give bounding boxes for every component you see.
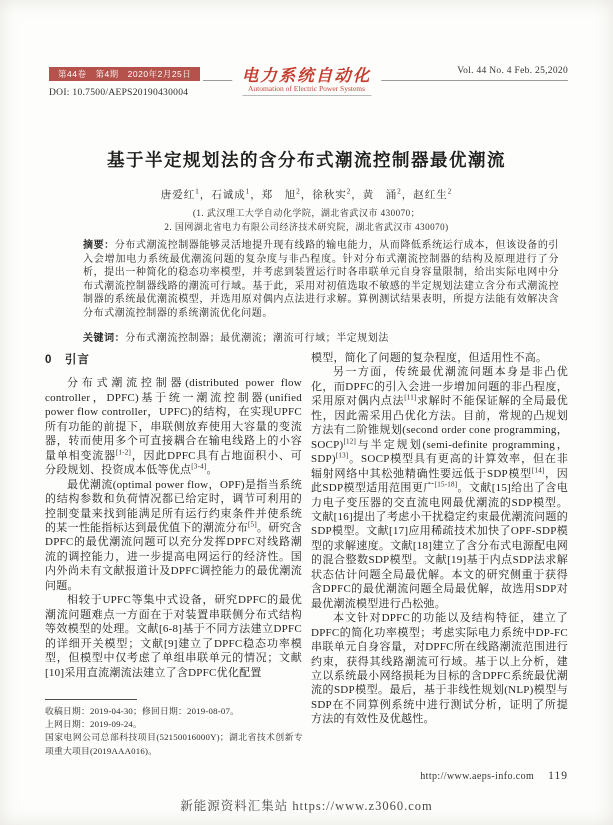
keywords-label: 关键词： bbox=[83, 333, 126, 344]
footnote-online-date: 上网日期：2019-09-24。 bbox=[45, 719, 143, 730]
keywords-text: 分布式潮流控制器；最优潮流；潮流可行域；半定规划法 bbox=[125, 333, 389, 344]
footnote-funding: 国家电网公司总部科技项目(52150016000Y)；湖北省技术创新专项重大项目(2019AAA016)。 bbox=[45, 732, 303, 756]
keywords bbox=[83, 329, 559, 344]
paragraph: 另一方面，传统最优潮流问题本身是非凸优化，而DPFC的引入会进一步增加问题的非凸程度，采用原对偶内点法[11]求解时不能保证解的全局最优性，因此需采用凸优化方法。目前，常规的凸规划方法有二阶锥规划(second order cone programming，SOCP)[12]与半定规划(semi-definite programming，SDP)[13]。SOCP模型具有更高的计算效率，但在非辐射网络中其松弛精确性要远低于SDP模型[14]，因此SDP模型适用范围更广[15-18]。文献[15]给出了含电力电子变压器的交直流电网最优潮流的SDP模型。文献[16]提出了考虑小干扰稳定约束最优潮流问题的SDP模型。文献[17]应用稀疏技术加快了OPF-SDP模型的求解速度。文献[18]建立了含分布式电源配电网的混合整数SDP模型。文献[19]基于内点SDP法求解状态估计问题全局最优解。本文的研究侧重于获得含DPFC的最优潮流问题全局最优解，故选用SDP对最优潮流模型进行凸松弛。 bbox=[311, 366, 568, 610]
doi-text: DOI: 10.7500/AEPS20190430004 bbox=[49, 88, 189, 98]
page-footer bbox=[420, 770, 568, 782]
author-name: 石诚成$^1$ bbox=[211, 187, 251, 201]
body-column-right bbox=[311, 351, 568, 769]
abstract-text: 分布式潮流控制器能够灵活地提升现有线路的输电能力，从而降低系统运行成本，但该设备的引入会增加电力系统最优潮流问题的复杂度与非凸程度。针对分布式潮流控制器的结构及原理进行了分析，提出一种简化的稳态功率模型，并考虑到装置运行时各串联单元自身容量限制，给出实际电网中分布式潮流控制器线路的潮流可行域。基于此，采用对初值选取不敏感的半定规划法建立含分布式潮流控制器的系统最优潮流模型，并选用原对偶内点法进行求解。算例测试结果表明，所提方法能有效解决含分布式潮流控制器的系统潮流优化问题。 bbox=[83, 240, 559, 319]
paragraph: 本文针对DPFC的功能以及结构特征，建立了DPFC的简化功率模型；考虑实际电力系统中DP-FC串联单元自身容量，对DPFC所在线路潮流范围进行约束，获得其线路潮流可行域。基于以上分析，建立以系统最小网络损耗为目标的含DPFC系统最优潮流的SDP模型。最后，基于非线性规划(NLP)模型与SDP在不同算例系统中进行测试分析，证明了所提方法的有效性及优越性。 bbox=[311, 612, 568, 726]
author-name: 黄 涌$^2$ bbox=[362, 187, 402, 201]
footnote-rule bbox=[45, 699, 137, 700]
paragraph: 最优潮流(optimal power flow，OPF)是指当系统的结构参数和负荷情况都已给定时，调节可利用的控制变量来找到能满足所有运行约束条件并使系统的某一性能指标达到最优值下的潮流分布[5]。研究含DPFC的最优潮流问题可以充分发挥DPFC对线路潮流的调控能力，进一步提高电网运行的经济性。国内外尚未有文献报道计及DPFC调控能力的最优潮流问题。 bbox=[45, 478, 302, 592]
watermark-text: 新能源资料汇集站 https://www.z3060.com bbox=[180, 799, 433, 813]
journal-logo: 电力系统自动化 bbox=[232, 62, 382, 86]
journal-url: http://www.aeps-info.com bbox=[420, 771, 535, 782]
abstract-label: 摘要： bbox=[83, 240, 115, 251]
author-name: 唐爱红$^1$ bbox=[160, 187, 200, 201]
author-separator: ， bbox=[351, 190, 363, 201]
abstract bbox=[83, 239, 559, 321]
footnote-received-date: 收稿日期：2019-04-30；修回日期：2019-08-07。 bbox=[45, 706, 240, 716]
affiliation-line-2: 2. 国网湖北省电力有限公司经济技术研究院，湖北省武汉市 430070) bbox=[164, 222, 449, 232]
footnote-block bbox=[45, 699, 303, 758]
paragraph: 分布式潮流控制器(distributed power flow controller，DPFC)基于统一潮流控制器(unified power flow controller，UPFC)的结构，在实现UPFC所有功能的前提下，串联侧放弃使用大容量的变流器，转而使用多个可直接耦合在输电线路上的小容量单相变流器[1-2]，因此DPFC具有占地面积小、可分段规划、投资成本低等优点[3-4]。 bbox=[45, 377, 302, 477]
volume-info: Vol. 44 No. 4 Feb. 25,2020 bbox=[457, 66, 568, 76]
issue-date-badge: 第44卷 第4期 2020年2月25日 bbox=[49, 67, 200, 81]
affiliation-line-1: (1. 武汉理工大学自动化学院，湖北省武汉市 430070； bbox=[192, 208, 421, 218]
paragraph: 模型，简化了问题的复杂程度，但适用性不高。 bbox=[311, 352, 548, 364]
author-separator: ， bbox=[199, 190, 212, 201]
section-heading-intro: 0 引言 bbox=[45, 354, 90, 366]
journal-name-english: Automation of Electric Power Systems bbox=[242, 84, 371, 96]
author-separator: ， bbox=[300, 190, 313, 201]
body-column-left bbox=[45, 351, 302, 698]
paper-title: 基于半定规划法的含分布式潮流控制器最优潮流 bbox=[107, 150, 506, 170]
author-name: 郑 旭$^2$ bbox=[261, 187, 301, 201]
author-separator: ， bbox=[250, 190, 262, 201]
author-name: 赵红生$^2$ bbox=[413, 187, 453, 201]
paragraph: 相较于UPFC等集中式设备，研究DPFC的最优潮流问题难点一方面在于对装置串联侧分布式结构等效模型的处理。文献[6-8]基于不同方法建立DPFC的详细开关模型；文献[9]建立了DPFC稳态功率模型，但模型中仅考虑了单组串联单元的情况；文献[10]采用直流潮流法建立了含DPFC优化配置 bbox=[45, 594, 302, 679]
page-number: 119 bbox=[548, 770, 568, 782]
author-separator: ， bbox=[401, 190, 414, 201]
author-name: 徐秋实$^2$ bbox=[312, 187, 352, 201]
authors-line bbox=[0, 187, 613, 202]
